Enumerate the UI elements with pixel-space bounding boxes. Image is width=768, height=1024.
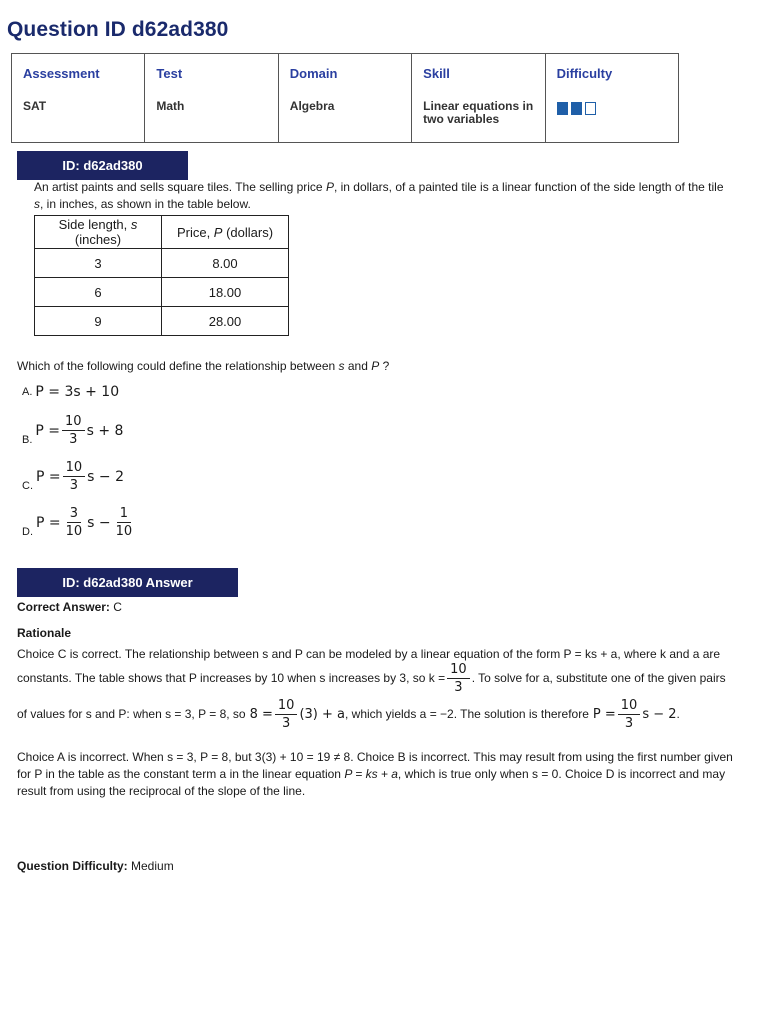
table-row: 9 28.00 — [35, 307, 289, 336]
rationale-line-2: constants. The table shows that P increases by 10 when s increases by 3, so k = $\frac{10}{3}$ . To solve for a, substitute one of the given pairs — [17, 662, 726, 695]
fraction: $\frac{10}{3}$ — [63, 459, 86, 494]
meta-domain-cell — [278, 54, 411, 143]
question-id-banner: ID: d62ad380 — [17, 151, 188, 180]
rationale-paragraph-2: Choice A is incorrect. When s = 3, P = 8, but 3(3) + 10 = 19 ≠ 8. Choice B is incorrect. This may result from using the first number given for P in the table as the constant term a in the linear equation P = ks + a, which is true only when s = 0. Choice D is incorrect and may result from using the reciprocal of the slope of the line. — [17, 750, 733, 798]
difficulty-square-empty — [585, 102, 596, 115]
fraction: $\frac{10}{3}$ — [62, 413, 85, 448]
rationale-line-1: Choice C is correct. The relationship between s and P can be modeled by a linear equation of the form P = ks + a, where k and a are — [17, 647, 721, 661]
meta-header-test: Test — [156, 66, 183, 81]
fraction: $\frac{10}{3}$ — [618, 697, 641, 732]
meta-header-assessment: Assessment — [23, 66, 100, 81]
meta-test-cell — [145, 54, 278, 143]
answer-id-banner: ID: d62ad380 Answer — [17, 568, 238, 597]
fraction: $\frac{10}{3}$ — [275, 697, 298, 732]
fraction: $\frac{3}{10}$ — [65, 506, 83, 539]
question-prompt: Which of the following could define the relationship between s and P ? — [17, 359, 390, 373]
difficulty-square-filled — [571, 102, 582, 115]
rationale-line-3: of values for s and P: when s = 3, P = 8, so 8 = $\frac{10}{3}$ (3) + a , which yields a = −2. The solution is therefore P = $\frac{10}{3}$ s − 2 . — [17, 698, 680, 731]
choice-a-expression: P = 3s + 10 — [35, 384, 120, 400]
question-metadata-table — [11, 53, 679, 143]
meta-value-skill: Linear equations in two variables — [423, 99, 534, 126]
table-header-price: Price, P (dollars) — [162, 216, 289, 249]
correct-answer: Correct Answer: C — [17, 600, 122, 614]
difficulty-meter — [557, 102, 667, 115]
question-difficulty: Question Difficulty: Medium — [17, 859, 174, 873]
page-title: Question ID d62ad380 — [7, 18, 229, 41]
meta-header-domain: Domain — [289, 66, 338, 81]
meta-assessment-cell — [12, 54, 145, 143]
fraction: $\frac{10}{3}$ — [447, 661, 470, 696]
rationale-heading: Rationale — [17, 626, 72, 640]
meta-value-assessment: SAT — [23, 99, 47, 113]
meta-difficulty-cell — [545, 54, 678, 143]
choice-b[interactable]: B. P = $\frac{10}{3}$ s + 8 — [22, 414, 124, 447]
choice-c[interactable]: C. P = $\frac{10}{3}$ s − 2 — [22, 460, 125, 493]
fraction: $\frac{1}{10}$ — [115, 506, 133, 539]
table-row: 3 8.00 — [35, 249, 289, 278]
choice-a[interactable]: A. P = 3s + 10 — [22, 384, 120, 400]
table-row: 6 18.00 — [35, 278, 289, 307]
difficulty-square-filled — [557, 102, 568, 115]
meta-value-test: Math — [156, 99, 185, 113]
question-stem: An artist paints and sells square tiles. The selling price P, in dollars, of a painted tile is a linear function of the side length of the tile s, in inches, as shown in the table below. — [34, 180, 724, 211]
meta-skill-cell — [412, 54, 545, 143]
meta-header-skill: Skill — [423, 66, 450, 81]
meta-value-domain: Algebra — [289, 99, 335, 113]
meta-header-difficulty: Difficulty — [556, 66, 613, 81]
table-header-side-length: Side length, s (inches) — [35, 216, 162, 249]
choice-d[interactable]: D. P = $\frac{3}{10}$ s − $\frac{1}{10}$ — [22, 505, 137, 540]
price-table — [34, 215, 289, 336]
